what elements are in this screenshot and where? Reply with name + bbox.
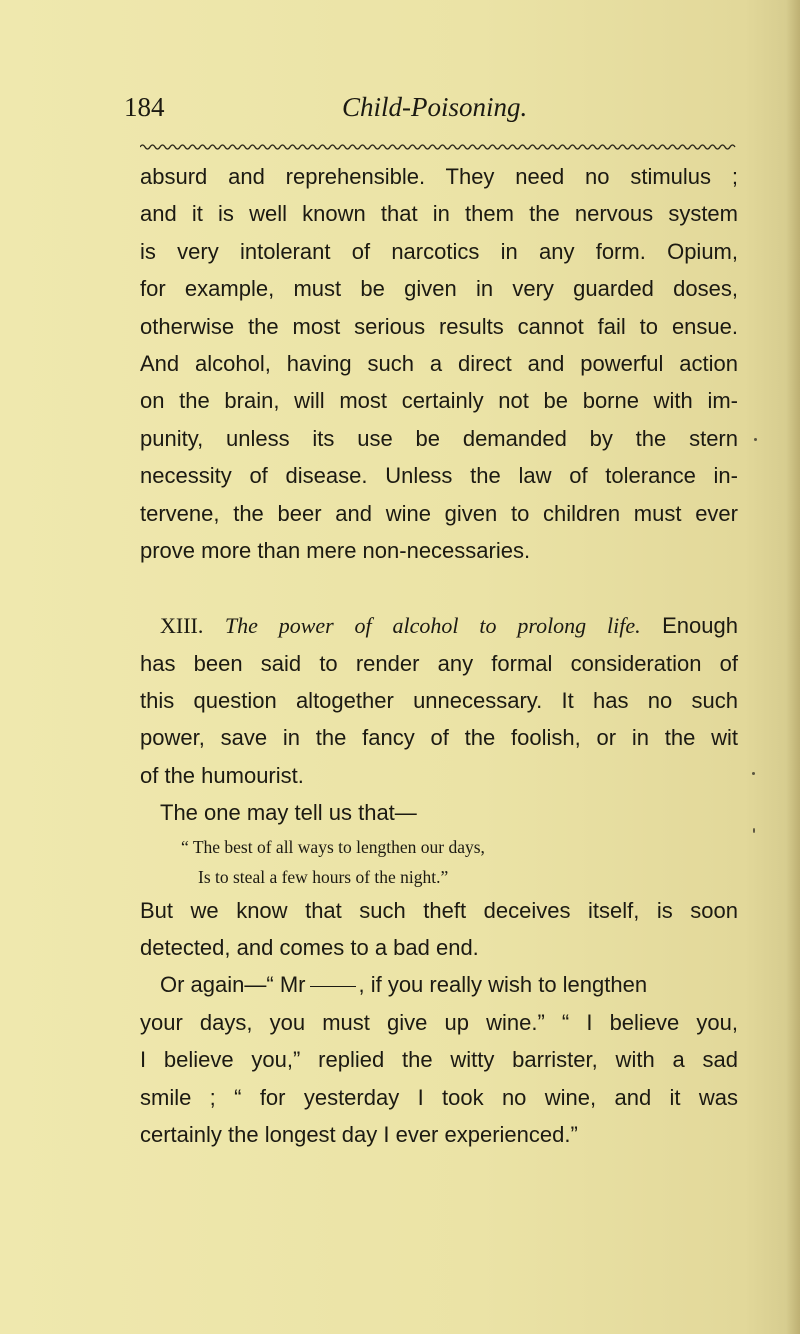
text-line: of the humourist. bbox=[140, 762, 304, 788]
text-line: power, save in the fancy of the foolish, or in the wit bbox=[140, 725, 738, 751]
text-line: on the brain, will most certainly not be borne with im- bbox=[140, 388, 738, 414]
text-line: punity, unless its use be demanded by the stern bbox=[140, 425, 738, 451]
section-first-line-rest: Enough bbox=[662, 613, 738, 639]
text-line: for example, must be given in very guarded doses, bbox=[140, 276, 738, 302]
section-xiii bbox=[140, 607, 738, 831]
text-line: But we know that such theft deceives itself, is soon bbox=[140, 897, 738, 923]
text-line: otherwise the most serious results cannot fail to ensue. bbox=[140, 313, 738, 339]
text-line: detected, and comes to a bad end. bbox=[140, 935, 479, 961]
text-line: your days, you must give up wine.” “ I believe you, bbox=[140, 1009, 738, 1035]
text-line: absurd and reprehensible. They need no stimulus ; bbox=[140, 164, 738, 189]
paragraph-gap bbox=[140, 569, 738, 607]
quote-intro-line: The one may tell us that— bbox=[160, 800, 417, 826]
text-fragment: , if you really wish to lengthen bbox=[358, 972, 648, 998]
text-line bbox=[140, 966, 738, 1003]
text-line: I believe you,” replied the witty barrister, with a sad bbox=[140, 1047, 738, 1073]
page-header bbox=[0, 92, 800, 142]
paragraph-4 bbox=[140, 966, 738, 1153]
running-head: Child-Poisoning. bbox=[342, 92, 528, 122]
section-heading-line bbox=[140, 607, 738, 644]
ornamental-wavy-rule bbox=[140, 143, 740, 151]
paper-speck bbox=[753, 828, 755, 833]
section-number: XIII. bbox=[160, 613, 204, 639]
verse-line: Is to steal a few hours of the night.” bbox=[198, 866, 449, 887]
paper-speck bbox=[752, 772, 755, 775]
page-number: 184 bbox=[124, 92, 165, 122]
text-line: has been said to render any formal consideration of bbox=[140, 650, 738, 676]
text-line: and it is well known that in them the nervous system bbox=[140, 201, 738, 227]
paragraph-3 bbox=[140, 892, 738, 967]
verse-line: “ The best of all ways to lengthen our days, bbox=[181, 836, 485, 857]
text-line: certainly the longest day I ever experienced.” bbox=[140, 1121, 578, 1147]
paper-speck bbox=[754, 438, 757, 441]
section-title: The power of alcohol to prolong life. bbox=[224, 613, 641, 639]
text-fragment: Or again—“ Mr bbox=[160, 972, 306, 998]
body-text bbox=[140, 158, 738, 1153]
text-line: necessity of disease. Unless the law of tolerance in- bbox=[140, 463, 738, 489]
verse-quotation bbox=[140, 832, 738, 892]
text-line: prove more than mere non-necessaries. bbox=[140, 537, 531, 563]
text-line: is very intolerant of narcotics in any form. Opium, bbox=[140, 238, 738, 264]
text-line: smile ; “ for yesterday I took no wine, and it was bbox=[140, 1084, 738, 1110]
text-line: And alcohol, having such a direct and powerful action bbox=[140, 350, 738, 376]
text-line: tervene, the beer and wine given to children must ever bbox=[140, 500, 738, 526]
redaction-dash bbox=[310, 986, 356, 987]
paragraph-1 bbox=[140, 158, 738, 569]
text-line: this question altogether unnecessary. It has no such bbox=[140, 688, 738, 714]
page-edge-shadow bbox=[786, 0, 800, 1334]
